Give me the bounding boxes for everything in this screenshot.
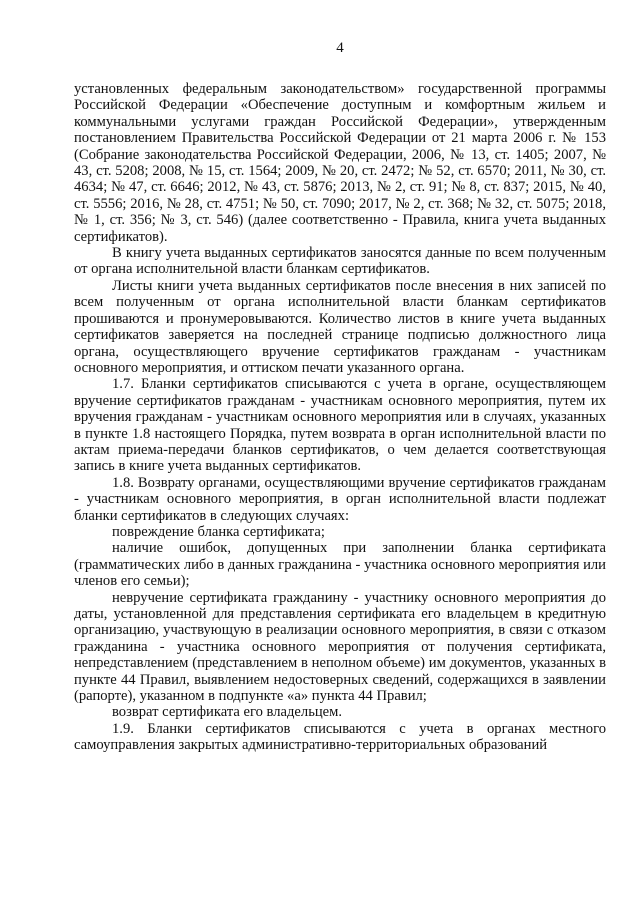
paragraph-1-7: 1.7. Бланки сертификатов списываются с учета в органе, осуществляющем вручение сертификатов гражданам - участникам основного мероприятия, путем их вручения гражданам - участникам основного мероприятия или в случаях, указанных в пункте 1.8 настоящего Порядка, путем возврата в орган исполнительной власти по актам приема-передачи бланков сертификатов, о чем делается соответствующая запись в книге учета выданных сертификатов. <box>74 376 606 475</box>
paragraph-1-8: 1.8. Возврату органами, осуществляющими вручение сертификатов гражданам - участникам основного мероприятия, в орган исполнительной власти подлежат бланки сертификатов в следующих случаях: <box>74 474 606 524</box>
list-item-non-delivery: невручение сертификата гражданину - участнику основного мероприятия до даты, установленной для представления сертификата его владельцем в кредитную организацию, участвующую в реализации основного мероприятия, в связи с отказом гражданина - участника основного мероприятия от получения сертификата, непредставлением (представлением в неполном объеме) им документов, указанных в пункте 44 Правил, выявлением недостоверных сведений, содержащихся в заявлении (рапорте), указанном в подпункте «а» пункта 44 Правил; <box>74 589 606 705</box>
paragraph-book-sheets: Листы книги учета выданных сертификатов после внесения в них записей по всем полученным от органа исполнительной власти бланкам сертификатов прошиваются и пронумеровываются. Количество листов в книге учета выданных сертификатов заверяется на последней странице подписью должностного лица органа, осуществляющего вручение сертификатов гражданам - участникам основного мероприятия, и оттиском печати указанного органа. <box>74 277 606 376</box>
paragraph-1-9: 1.9. Бланки сертификатов списываются с учета в органах местного самоуправления закрытых административно-территориальных образований <box>74 720 606 754</box>
list-item-errors: наличие ошибок, допущенных при заполнении бланка сертификата (грамматических либо в данных гражданина - участника основного мероприятия или членов его семьи); <box>74 540 606 590</box>
list-item-damage: повреждение бланка сертификата; <box>112 523 325 540</box>
paragraph-program-reference: установленных федеральным законодательством» государственной программы Российской Федерации «Обеспечение доступным и комфортным жильем и коммунальными услугами граждан Российской Федерации», утвержденным постановлением Правительства Российской Федерации от 21 марта 2006 г. № 153 (Собрание законодательства Российской Федерации, 2006, № 13, ст. 1405; 2007, № 43, ст. 5208; 2008, № 15, ст. 1564; 2009, № 20, ст. 2472; № 52, ст. 6570; 2011, № 30, ст. 4634; № 47, ст. 6646; 2012, № 43, ст. 5876; 2013, № 2, ст. 91; № 8, ст. 837; 2015, № 40, ст. 5556; 2016, № 28, ст. 4751; № 50, ст. 7090; 2017, № 2, ст. 368; № 32, ст. 5075; 2018, № 1, ст. 356; № 3, ст. 546) (далее соответственно - Правила, книга учета выданных сертификатов). <box>74 81 606 245</box>
paragraph-book-entries: В книгу учета выданных сертификатов заносятся данные по всем полученным от органа исполнительной власти бланкам сертификатов. <box>74 245 606 278</box>
list-item-return: возврат сертификата его владельцем. <box>112 704 343 721</box>
page-number: 4 <box>336 40 344 56</box>
